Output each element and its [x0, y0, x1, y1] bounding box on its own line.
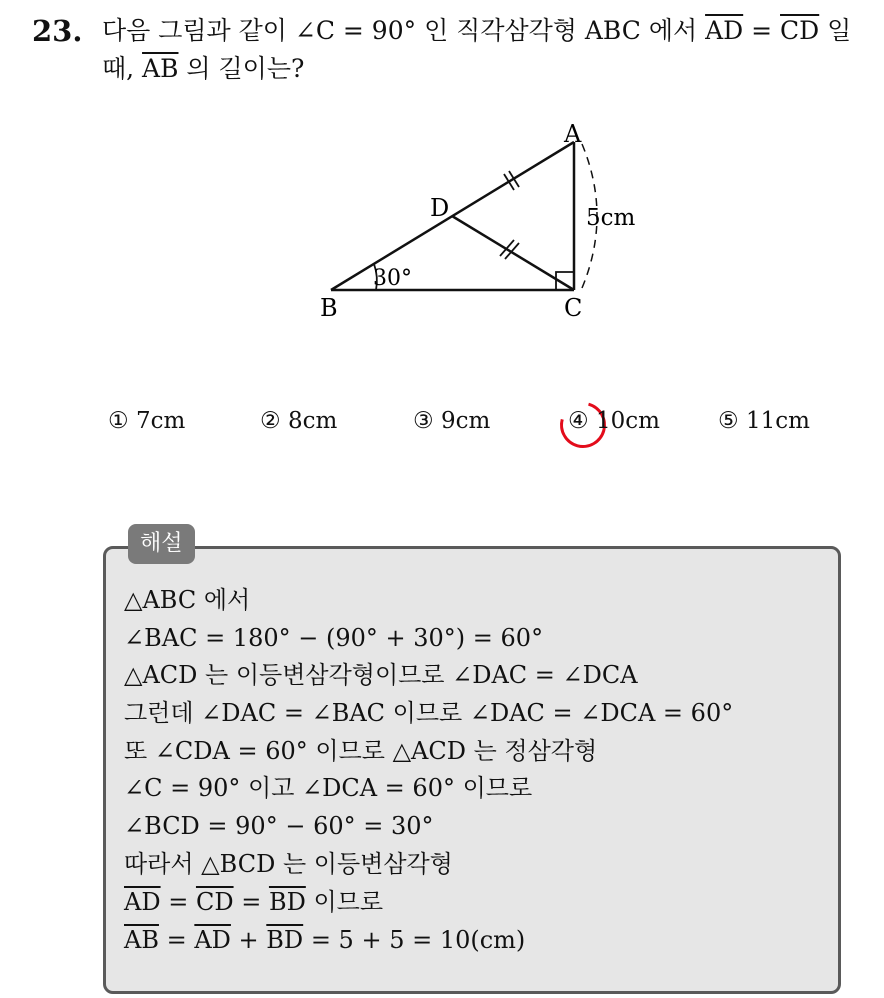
solution-line-7: ∠BCD = 90° − 60° = 30° — [124, 812, 434, 840]
plus-sign: + — [230, 926, 267, 954]
label-b: B — [320, 294, 338, 322]
choice-number: ③ — [413, 408, 434, 434]
choice-5[interactable] — [718, 408, 810, 434]
segment-cd: $\overline{CD}$ — [195, 888, 234, 916]
question-text-tail: 의 길이는? — [178, 54, 305, 83]
question-text: 때, — [102, 54, 143, 83]
choice-number: ① — [108, 408, 129, 434]
solution-line-3: △ACD 는 이등변삼각형이므로 ∠DAC = ∠DCA — [124, 661, 638, 689]
equals-sign: = — [158, 926, 195, 954]
label-d: D — [430, 194, 450, 222]
equals-sign: = — [233, 888, 269, 916]
solution-text: = 5 + 5 = 10(cm) — [303, 926, 526, 954]
segment-ab: $\overline{AB}$ — [142, 54, 179, 83]
label-c: C — [564, 294, 583, 322]
solution-tag: 해설 — [128, 524, 195, 564]
choice-text: 9cm — [440, 408, 491, 434]
solution-line-2: ∠BAC = 180° − (90° + 30°) = 60° — [124, 624, 544, 652]
choice-3[interactable] — [413, 408, 490, 434]
choice-text: 7cm — [135, 408, 186, 434]
segment-bd: $\overline{BD}$ — [266, 926, 304, 954]
choice-number: ④ — [568, 408, 589, 434]
segment-ad: $\overline{AD}$ — [194, 926, 231, 954]
choice-1[interactable] — [108, 408, 185, 434]
solution-line-1: △ABC 에서 — [124, 586, 251, 614]
segment-ab: $\overline{AB}$ — [124, 926, 159, 954]
solution-line-4: 그런데 ∠DAC = ∠BAC 이므로 ∠DAC = ∠DCA = 60° — [124, 699, 734, 727]
question-line-1 — [102, 14, 851, 48]
answer-choices — [108, 408, 848, 448]
length-label-ac: 5cm — [586, 205, 636, 231]
triangle-figure — [300, 112, 680, 322]
solution-line-6: ∠C = 90° 이고 ∠DCA = 60° 이므로 — [124, 774, 533, 802]
choice-number: ② — [260, 408, 281, 434]
choice-text: 11cm — [745, 408, 810, 434]
choice-text: 10cm — [595, 408, 660, 434]
equals-sign: = — [743, 16, 781, 45]
choice-text: 8cm — [287, 408, 338, 434]
solution-line-10 — [124, 924, 525, 956]
question-text: 다음 그림과 같이 ∠C = 90° 인 직각삼각형 ABC 에서 — [102, 16, 706, 45]
choice-4[interactable] — [568, 408, 660, 434]
label-a: A — [564, 120, 582, 148]
solution-text: 이므로 — [305, 888, 384, 916]
choice-number: ⑤ — [718, 408, 739, 434]
question-line-2 — [102, 52, 304, 86]
segment-bd: $\overline{BD}$ — [268, 888, 306, 916]
equals-sign: = — [160, 888, 196, 916]
choice-2[interactable] — [260, 408, 337, 434]
segment-ad: $\overline{AD}$ — [705, 16, 744, 45]
solution-line-5: 또 ∠CDA = 60° 이므로 △ACD 는 정삼각형 — [124, 737, 598, 765]
question-text-tail: 일 — [819, 16, 852, 45]
question-number: 23. — [32, 14, 83, 48]
segment-ad: $\overline{AD}$ — [124, 888, 161, 916]
solution-line-8: 따라서 △BCD 는 이등변삼각형 — [124, 850, 453, 878]
solution-line-9 — [124, 886, 383, 918]
angle-label-b: 30° — [373, 266, 412, 291]
segment-cd: $\overline{CD}$ — [780, 16, 820, 45]
